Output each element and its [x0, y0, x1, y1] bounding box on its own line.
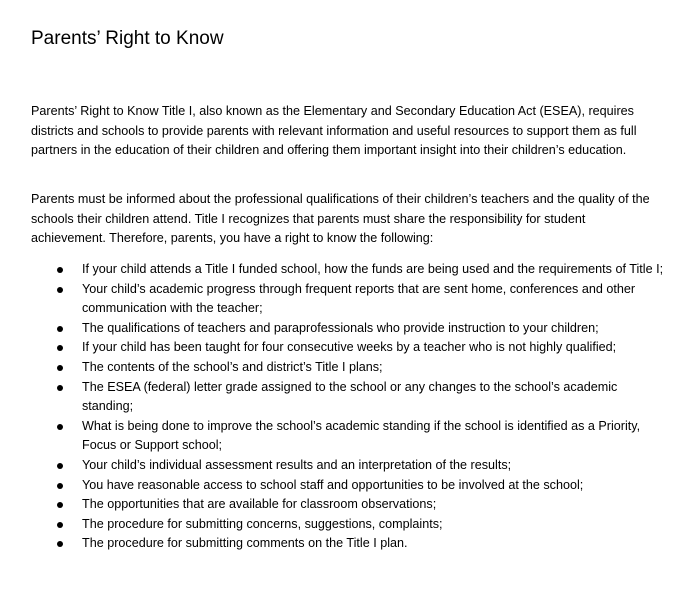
- list-item-text: If your child attends a Title I funded school, how the funds are being used and the requirements of Title I;: [82, 262, 664, 276]
- list-item: [55, 515, 670, 535]
- list-item: [55, 534, 670, 554]
- list-item: [55, 338, 670, 358]
- list-item-text: The procedure for submitting concerns, suggestions, complaints;: [82, 516, 443, 531]
- bullet-icon: [57, 365, 63, 371]
- bullet-icon: [57, 424, 63, 430]
- bullet-icon: [57, 326, 63, 332]
- list-item: [55, 319, 670, 339]
- bullet-icon: [57, 522, 63, 528]
- bullet-icon: [57, 287, 63, 293]
- bullet-icon: [57, 502, 63, 508]
- list-item-text: The ESEA (federal) letter grade assigned to the school or any changes to the school’s academic standing;: [82, 379, 618, 414]
- bullet-icon: [57, 345, 63, 351]
- page-title: Parents’ Right to Know: [31, 28, 224, 49]
- list-item: [55, 495, 670, 515]
- rights-list: [55, 260, 670, 554]
- bullet-icon: [57, 463, 63, 469]
- bullet-icon: [57, 385, 63, 391]
- list-item: [55, 280, 670, 319]
- list-item-text: The qualifications of teachers and paraprofessionals who provide instruction to your children;: [82, 320, 599, 335]
- rights-paragraph: Parents must be informed about the professional qualifications of their children’s teachers and the quality of the schools their children attend. Title I recognizes that parents must share the responsibility for student achievement. Therefore, parents, you have a right to know the following:: [31, 192, 650, 246]
- list-item-text: The contents of the school’s and district’s Title I plans;: [82, 359, 383, 374]
- list-item: [55, 417, 670, 456]
- list-item: [55, 260, 670, 280]
- list-item: [55, 378, 670, 417]
- list-item-text: Your child’s individual assessment results and an interpretation of the results;: [82, 457, 512, 472]
- bullet-icon: [57, 267, 63, 273]
- list-item-text: The procedure for submitting comments on the Title I plan.: [82, 536, 408, 551]
- list-item-text: The opportunities that are available for classroom observations;: [82, 497, 437, 512]
- list-item: [55, 358, 670, 378]
- list-item-text: What is being done to improve the school’s academic standing if the school is identified as a Priority, Focus or Support school;: [82, 418, 641, 453]
- bullet-icon: [57, 541, 63, 547]
- list-item-text: Your child’s academic progress through frequent reports that are sent home, conferences and other communication with the teacher;: [82, 281, 636, 316]
- list-item-text: If your child has been taught for four consecutive weeks by a teacher who is not highly qualified;: [82, 340, 617, 355]
- list-item: [55, 476, 670, 496]
- intro-paragraph: Parents’ Right to Know Title I, also known as the Elementary and Secondary Education Act (ESEA), requires districts and schools to provide parents with relevant information and useful resources to support them as full partners in the education of their children and offering them important insight into their children’s education.: [31, 104, 637, 158]
- list-item: [55, 456, 670, 476]
- list-item-text: You have reasonable access to school staff and opportunities to be involved at the school;: [82, 477, 584, 492]
- bullet-icon: [57, 483, 63, 489]
